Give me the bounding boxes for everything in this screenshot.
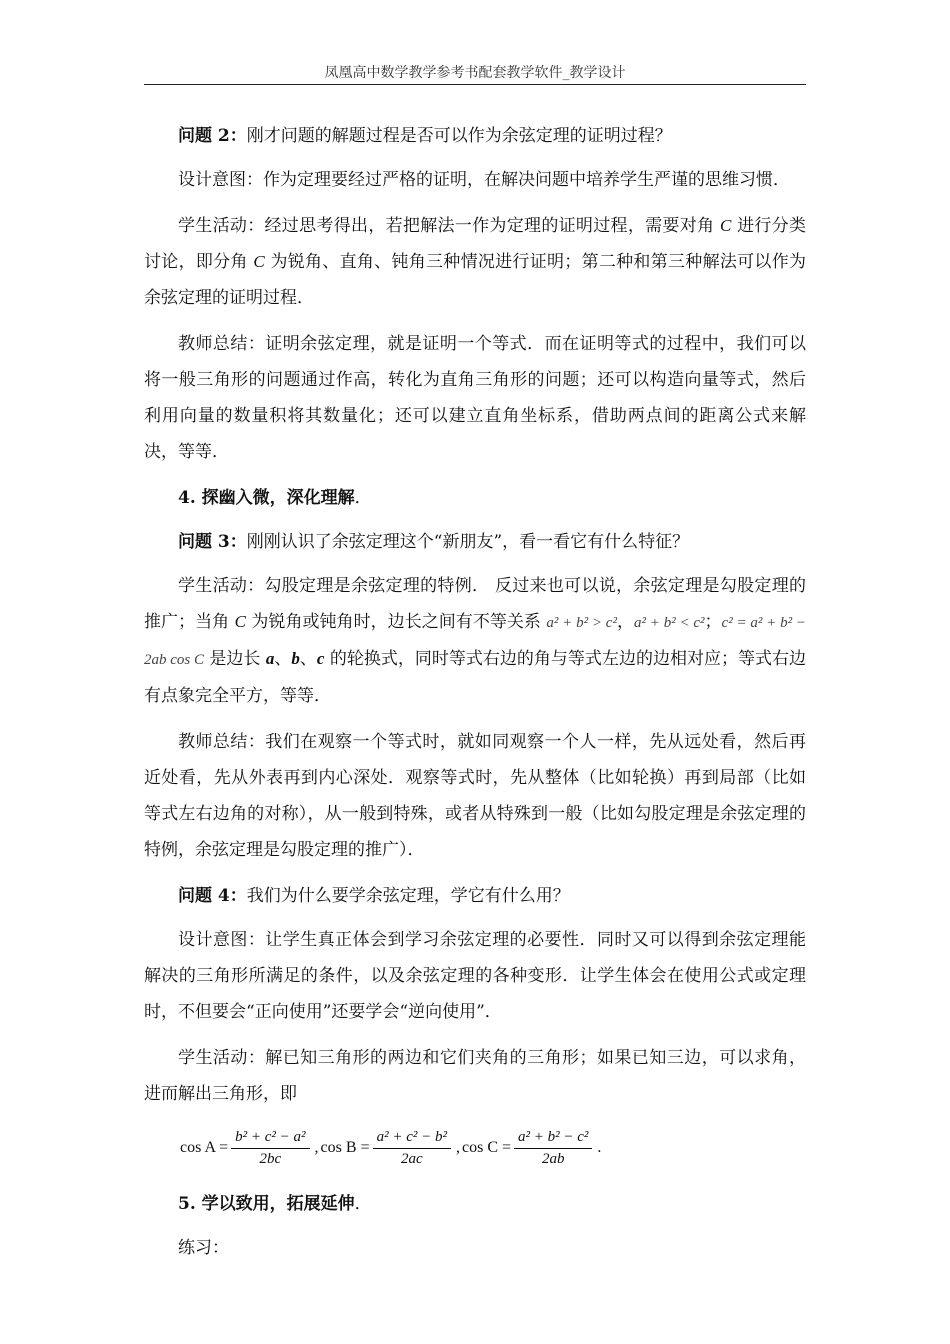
teacher-summary-2: 教师总结：我们在观察一个等式时，就如同观察一个人一样，先从远处看，然后再近处看，先从外表再到内心深处．观察等式时，先从整体（比如轮换）再到局部（比如等式左右边角的对称），从一般到特殊，或者从特殊到一般（比如勾股定理是余弦定理的特例，余弦定理是勾股定理的推广）． bbox=[144, 732, 806, 860]
cos-c-numerator: a² + b² − c² bbox=[514, 1129, 592, 1149]
document-body bbox=[144, 118, 806, 1276]
page-header: 凤凰高中数学教学参考书配套教学软件_教学设计 bbox=[324, 65, 626, 81]
punct: 、 bbox=[274, 649, 292, 669]
angle-c-symbol: C bbox=[720, 216, 732, 235]
student-activity-1 bbox=[144, 208, 806, 316]
section-4-end: ． bbox=[354, 488, 372, 508]
design-intent-2: 设计意图：让学生真正体会到学习余弦定理的必要性．同时又可以得到余弦定理能解决的三角形所满足的条件，以及余弦定理的各种变形．让学生体会在使用公式或定理时，不但要会“正向使用”还要学会“逆向使用”． bbox=[144, 930, 806, 1022]
cos-c-lhs: cos C = bbox=[461, 1139, 512, 1156]
student-activity-3: 学生活动：解已知三角形的两边和它们夹角的三角形；如果已知三边，可以求角，进而解出三角形，即 bbox=[144, 1048, 806, 1104]
student-activity-2-text-d: 的轮换式，同时等式右边的角与等式左边的边相对应；等式右边有点象完全平方，等等． bbox=[144, 649, 807, 706]
side-c-symbol: c bbox=[316, 649, 325, 668]
cos-a-denominator: 2bc bbox=[259, 1150, 282, 1167]
student-activity-2-text-a: 学生活动：勾股定理是余弦定理的特例． 反过来也可以说，余弦定理是勾股定理的推广；当角 bbox=[144, 576, 806, 632]
cos-b-fraction bbox=[373, 1129, 451, 1168]
question-4-label: 问题 4： bbox=[178, 886, 247, 906]
cos-b-lhs: cos B = bbox=[320, 1139, 370, 1156]
student-activity-1-text-c: 为锐角、直角、钝角三种情况进行证明；第二种和第三种解法可以作为余弦定理的证明过程． bbox=[144, 252, 806, 308]
punct: 、 bbox=[299, 649, 317, 669]
law-of-cosines-formula: c² = a² + b² − 2ab cos C bbox=[144, 615, 806, 668]
design-intent-1: 设计意图：作为定理要经过严格的证明，在解决问题中培养学生严谨的思维习惯． bbox=[178, 170, 790, 190]
angle-c-symbol: C bbox=[253, 252, 265, 271]
punct: ； bbox=[704, 612, 722, 632]
question-4 bbox=[144, 878, 806, 914]
formula-period: . bbox=[597, 1139, 602, 1156]
cos-b-numerator: a² + c² − b² bbox=[373, 1129, 451, 1149]
question-3 bbox=[144, 524, 806, 560]
formula-separator: , bbox=[314, 1139, 319, 1156]
section-4-heading bbox=[144, 480, 806, 516]
cos-c-denominator: 2ab bbox=[541, 1150, 565, 1167]
question-4-text: 我们为什么要学余弦定理，学它有什么用？ bbox=[246, 886, 570, 906]
side-a-symbol: a bbox=[265, 649, 275, 668]
cos-c-fraction bbox=[514, 1129, 592, 1168]
section-5-heading bbox=[144, 1186, 806, 1222]
question-3-text: 刚刚认识了余弦定理这个“新朋友”，看一看它有什么特征？ bbox=[246, 532, 690, 552]
section-5-title: 5. 学以致用，拓展延伸 bbox=[178, 1194, 355, 1214]
student-activity-2-text-b: 为锐角或钝角时，边长之间有不等关系 bbox=[245, 612, 547, 632]
question-2-label: 问题 2： bbox=[178, 126, 247, 146]
question-2-text: 刚才问题的解题过程是否可以作为余弦定理的证明过程？ bbox=[246, 126, 672, 146]
question-3-label: 问题 3： bbox=[178, 532, 247, 552]
cos-a-numerator: b² + c² − a² bbox=[231, 1129, 309, 1149]
teacher-summary-1: 教师总结：证明余弦定理，就是证明一个等式．而在证明等式的过程中，我们可以将一般三角形的问题通过作高，转化为直角三角形的问题；还可以构造向量等式，然后利用向量的数量积将其数量化；还可以建立直角坐标系，借助两点间的距离公式来解决，等等． bbox=[144, 334, 806, 462]
header-rule bbox=[144, 84, 806, 85]
question-2 bbox=[144, 118, 806, 154]
inequality-obtuse: a² + b² < c² bbox=[634, 615, 705, 631]
cos-a-fraction bbox=[231, 1129, 309, 1168]
student-activity-2-text-c: 是边长 bbox=[204, 649, 266, 669]
practice-label: 练习： bbox=[178, 1238, 229, 1258]
cos-a-lhs: cos A = bbox=[180, 1139, 229, 1156]
inequality-acute: a² + b² > c² bbox=[546, 615, 617, 631]
side-b-symbol: b bbox=[291, 649, 300, 668]
student-activity-1-text-a: 学生活动：经过思考得出，若把解法一作为定理的证明过程，需要对角 bbox=[178, 216, 721, 236]
cosine-formulas bbox=[144, 1120, 806, 1176]
formula-separator: , bbox=[455, 1139, 460, 1156]
angle-c-symbol: C bbox=[234, 612, 246, 631]
student-activity-2 bbox=[144, 568, 806, 714]
section-4-title: 4. 探幽入微，深化理解 bbox=[178, 488, 355, 508]
cos-b-denominator: 2ac bbox=[400, 1150, 423, 1167]
section-5-end: ． bbox=[354, 1194, 372, 1214]
student-activity-1-text-b: 进行分类讨论，即分角 bbox=[144, 216, 806, 272]
punct: ， bbox=[616, 612, 635, 632]
